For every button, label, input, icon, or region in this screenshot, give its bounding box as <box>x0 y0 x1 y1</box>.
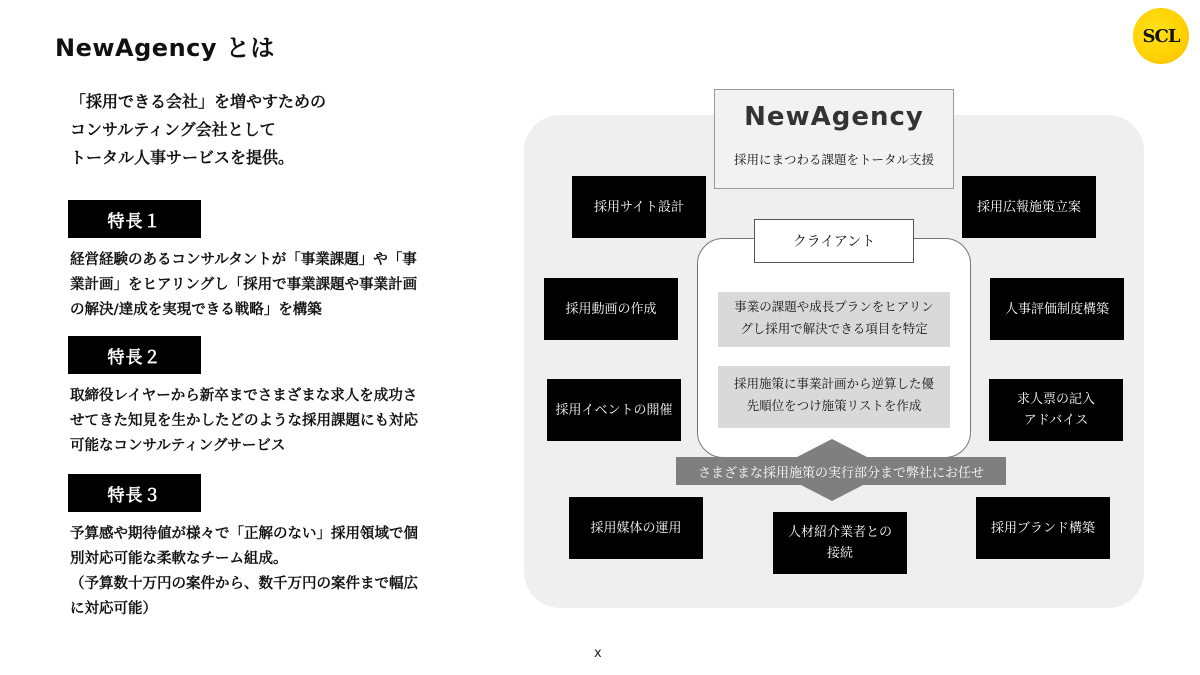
client-item-2 <box>718 366 950 428</box>
service-label: 人事評価制度構築 <box>1004 301 1109 317</box>
scl-logo <box>1133 8 1189 64</box>
company-box <box>714 89 954 189</box>
client-label: クライアント <box>754 219 914 263</box>
service-label: 人材紹介業者との <box>787 525 892 540</box>
logo-text: SCL <box>1142 25 1180 47</box>
service-label: 求人票の記入 <box>1016 392 1095 407</box>
feature-line: の解決/達成を実現できる戦略」を構築 <box>70 302 322 318</box>
footer-mark: x <box>594 646 602 661</box>
intro-line: コンサルティング会社として <box>70 120 276 139</box>
feature-1-text <box>70 248 470 323</box>
service-label: 採用イベントの開催 <box>555 402 673 418</box>
service-job-posting-advice <box>989 379 1123 441</box>
feature-line: 経営経験のあるコンサルタントが「事業課題」や「事 <box>70 252 417 268</box>
intro-line: 「採用できる会社」を増やすための <box>70 92 327 111</box>
service-recruit-event <box>547 379 681 441</box>
client-item-line: 採用施策に事業計画から逆算した優 <box>733 376 934 391</box>
service-hr-evaluation <box>990 278 1124 340</box>
feature-line: 業計画」をヒアリングし「採用で事業課題や事業計画 <box>70 277 418 293</box>
service-agency-connection <box>773 512 907 574</box>
client-item-line: 先順位をつけ施策リストを作成 <box>746 398 922 413</box>
feature-line: 別対応可能な柔軟なチーム組成。 <box>70 551 288 567</box>
service-label: 接続 <box>826 546 853 561</box>
client-item-1 <box>718 292 950 347</box>
feature-1-label: 特長１ <box>68 200 201 238</box>
feature-line: 取締役レイヤーから新卒までさまざまな求人を成功さ <box>70 388 418 404</box>
service-recruit-pr <box>962 176 1096 238</box>
feature-line: せてきた知見を生かしたどのような採用課題にも対応 <box>70 413 418 429</box>
service-label: 採用ブランド構築 <box>990 520 1095 536</box>
page-title: NewAgency とは <box>55 34 275 62</box>
service-media-operation <box>569 497 703 559</box>
feature-line: に対応可能） <box>70 601 157 617</box>
execution-banner: さまざまな採用施策の実行部分まで弊社にお任せ <box>676 457 1006 485</box>
service-label: 採用動画の作成 <box>565 301 657 317</box>
feature-2-text <box>70 384 470 459</box>
service-label: 採用広報施策立案 <box>976 199 1081 215</box>
client-item-line: グし採用で解決できる項目を特定 <box>740 321 928 336</box>
intro-line: トータル人事サービスを提供。 <box>70 148 295 167</box>
feature-3-text <box>70 522 470 622</box>
client-item-line: 事業の課題や成長プランをヒアリン <box>734 299 934 314</box>
intro-text <box>70 88 450 172</box>
service-label: 採用サイト設計 <box>593 199 685 215</box>
service-recruit-branding <box>976 497 1110 559</box>
company-name: NewAgency <box>744 102 924 132</box>
feature-line: （予算数十万円の案件から、数千万円の案件まで幅広 <box>70 576 418 592</box>
feature-2-label: 特長２ <box>68 336 201 374</box>
feature-line: 可能なコンサルティングサービス <box>70 438 286 454</box>
service-recruit-site <box>572 176 706 238</box>
service-label: アドバイス <box>1023 413 1089 428</box>
feature-3-label: 特長３ <box>68 474 201 512</box>
feature-line: 予算感や期待値が様々で「正解のない」採用領域で個 <box>70 526 418 542</box>
company-tagline: 採用にまつわる課題をトータル支援 <box>733 152 934 167</box>
service-recruit-video <box>544 278 678 340</box>
service-label: 採用媒体の運用 <box>590 520 682 536</box>
